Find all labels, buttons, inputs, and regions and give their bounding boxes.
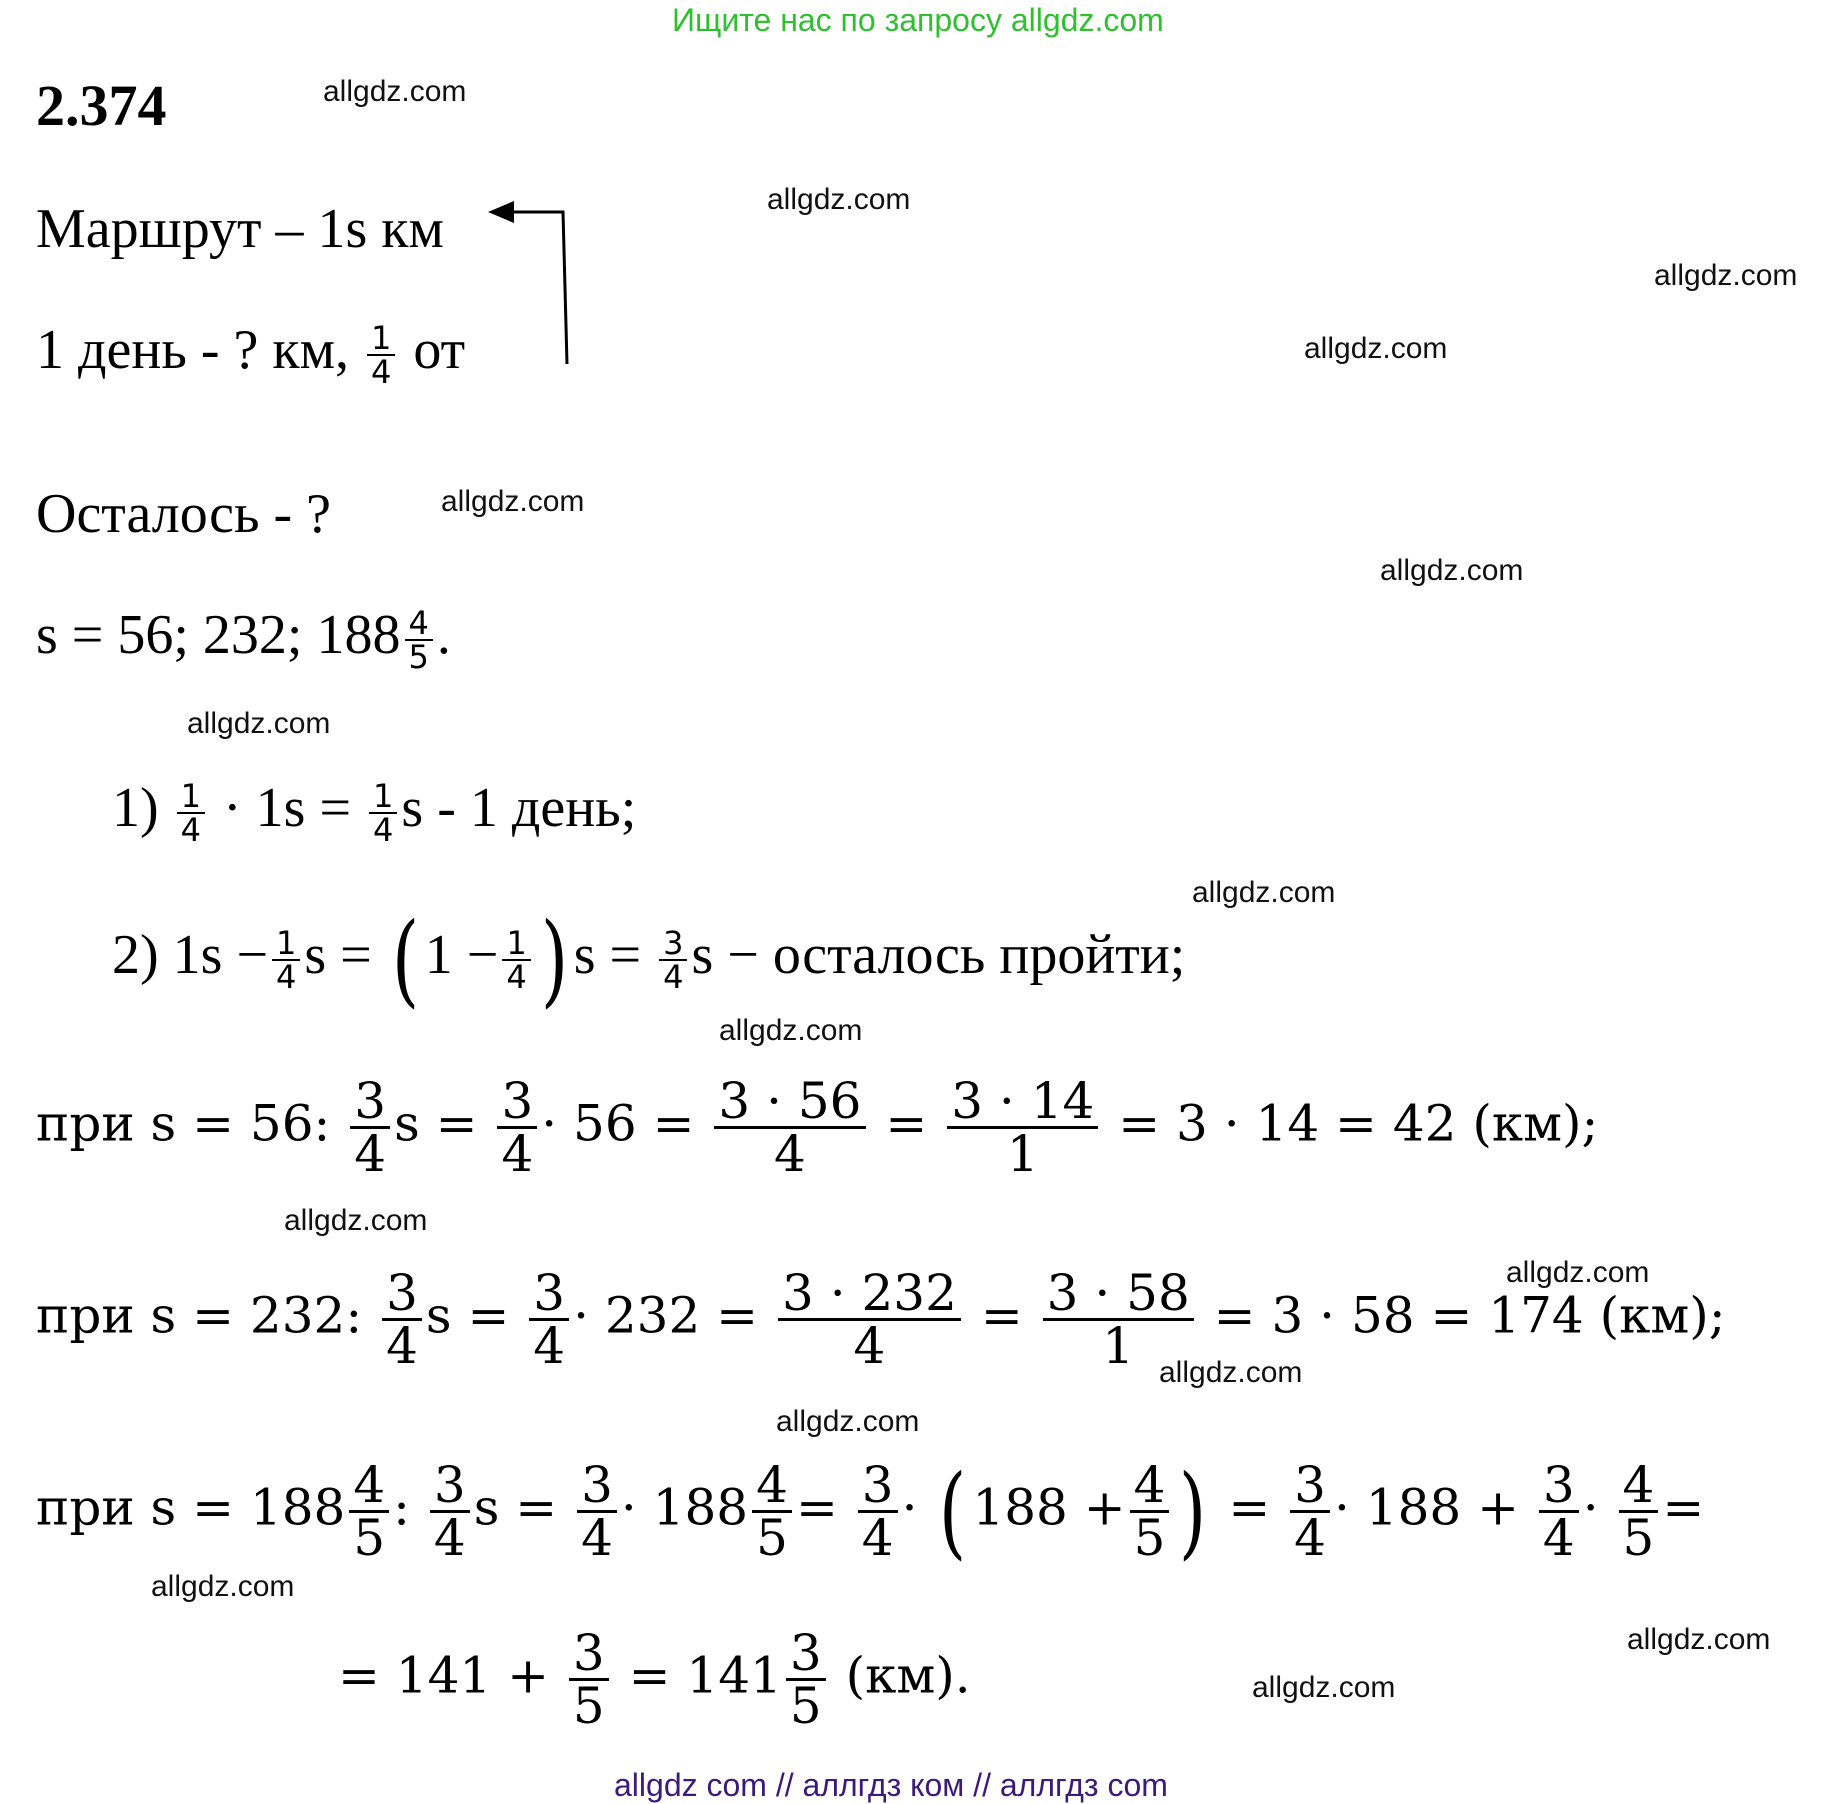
fraction-num: 1: [502, 927, 530, 961]
step1-end: s - 1 день;: [401, 777, 637, 839]
case3-dot: ·: [901, 1478, 918, 1537]
right-paren: ): [1179, 1452, 1207, 1570]
fraction-num: 3: [497, 1076, 537, 1129]
fraction-one-quarter: [177, 777, 205, 850]
fraction-den: 4: [386, 1317, 418, 1375]
fraction-three-quarters: [858, 1456, 898, 1567]
fraction-num: 3: [1539, 1460, 1579, 1513]
case-56: [36, 1072, 1599, 1183]
fraction-three-quarters: [497, 1072, 537, 1183]
case2-a: s =: [425, 1286, 510, 1345]
watermark: allgdz.com: [719, 1014, 863, 1047]
fraction-den: 4: [433, 1509, 466, 1567]
fraction-one-quarter: [502, 924, 530, 996]
fraction-num: 3 · 14: [947, 1076, 1098, 1129]
fraction-num: 3: [350, 1076, 390, 1129]
arrow-line: [506, 212, 567, 364]
fraction-3x232-over-4: [778, 1264, 961, 1375]
fraction-num: 3: [786, 1628, 826, 1681]
case2-end: = 3 · 58 = 174 (км);: [1213, 1286, 1726, 1345]
case3-line2-a: = 141 +: [338, 1646, 550, 1705]
case3-paren-in: 188 +: [972, 1478, 1126, 1537]
case3-colon: :: [393, 1478, 410, 1537]
fraction-one-quarter: [369, 777, 397, 850]
fraction-three-quarters: [350, 1072, 390, 1183]
right-paren: ): [540, 901, 568, 1018]
case1-a: s =: [394, 1094, 478, 1153]
case3-dot2: ·: [1582, 1478, 1599, 1537]
fraction-den: 5: [1133, 1509, 1166, 1567]
fraction-four-fifths: [1619, 1456, 1659, 1567]
fraction-one-quarter: [272, 924, 300, 996]
case3-a: s =: [473, 1478, 558, 1537]
step2-e: s − осталось пройти;: [691, 923, 1186, 986]
fraction-den: 5: [408, 638, 429, 677]
watermark: allgdz.com: [151, 1570, 295, 1603]
day1-suffix: от: [413, 319, 466, 381]
fraction-four-fifths: [349, 1456, 389, 1567]
fraction-three-fifths: [569, 1624, 609, 1735]
fraction-num: 1: [367, 322, 395, 356]
fraction-four-fifths: [1130, 1456, 1170, 1567]
fraction-den: 5: [1622, 1509, 1655, 1567]
fraction-num: 3: [659, 927, 687, 961]
footer-promo-link[interactable]: allgdz com // аллгдз ком // аллгдз com: [614, 1767, 1168, 1803]
fraction-den: 1: [1006, 1125, 1039, 1183]
reference-arrow: [480, 200, 580, 370]
fraction-den: 4: [276, 958, 297, 996]
watermark: allgdz.com: [767, 183, 911, 216]
fraction-num: 3: [529, 1268, 569, 1321]
fraction-den: 4: [354, 1125, 387, 1183]
step2-a: 1s −: [172, 923, 269, 986]
watermark: allgdz.com: [1304, 332, 1448, 365]
watermark: allgdz.com: [1380, 554, 1524, 587]
fraction-num: 3 · 56: [714, 1076, 865, 1129]
fraction-den: 4: [1542, 1509, 1575, 1567]
watermark: allgdz.com: [441, 485, 585, 518]
fraction-three-fifths: [786, 1624, 826, 1735]
case3-eq3: =: [1662, 1478, 1705, 1537]
fraction-3x56-over-4: [714, 1072, 865, 1183]
case-label: при s = 56:: [36, 1094, 331, 1153]
fraction-num: 3: [577, 1460, 617, 1513]
fraction-num: 1: [369, 780, 397, 814]
fraction-num: 4: [405, 607, 433, 641]
s-values-end: .: [436, 604, 451, 666]
left-paren: (: [391, 901, 419, 1018]
fraction-den: 4: [506, 958, 527, 996]
fraction-num: 3: [1290, 1460, 1330, 1513]
fraction-num: 4: [1130, 1460, 1170, 1513]
fraction-num: 3 · 232: [778, 1268, 961, 1321]
case-label: при s = 232:: [36, 1286, 363, 1345]
fraction-den: 4: [501, 1125, 534, 1183]
problem-number: 2.374: [36, 73, 167, 138]
fraction-den: 1: [1102, 1317, 1135, 1375]
step1-mid: · 1s =: [223, 777, 352, 839]
watermark: allgdz.com: [1654, 259, 1798, 292]
step-number: 2): [112, 923, 159, 986]
fraction-den: 4: [861, 1509, 894, 1567]
fraction-den: 4: [853, 1317, 886, 1375]
day1-line: [36, 319, 466, 392]
left-paren: (: [939, 1452, 967, 1570]
fraction-den: 4: [581, 1509, 613, 1567]
fraction-num: 3: [382, 1268, 422, 1321]
fraction-den: 4: [533, 1317, 566, 1375]
case-label: при s = 188: [36, 1478, 346, 1537]
header-promo-link[interactable]: Ищите нас по запросу allgdz.com: [672, 2, 1164, 38]
fraction-three-quarters: [1539, 1456, 1579, 1567]
route-text: Маршрут – 1s км: [36, 198, 444, 260]
fraction-num: 3: [858, 1460, 898, 1513]
day1-prefix: 1 день - ? км,: [36, 319, 350, 381]
fraction-den: 5: [756, 1509, 788, 1567]
case3-line2-b: = 141: [628, 1646, 782, 1705]
fraction-den: 4: [180, 811, 202, 850]
fraction-den: 4: [663, 958, 684, 996]
fraction-three-quarters: [1290, 1456, 1330, 1567]
watermark: allgdz.com: [1627, 1623, 1771, 1656]
watermark: allgdz.com: [1252, 1671, 1396, 1704]
fraction-three-quarters: [577, 1456, 617, 1567]
fraction-den: 4: [1294, 1509, 1326, 1567]
case-188: [36, 1452, 1705, 1570]
case2-eq: =: [980, 1286, 1023, 1345]
fraction-three-quarters: [430, 1456, 470, 1567]
case-188-line2: [338, 1624, 971, 1735]
step2-b: s =: [304, 923, 372, 986]
fraction-num: 3: [430, 1460, 470, 1513]
fraction-num: 3: [569, 1628, 609, 1681]
case3-c: · 188 +: [1333, 1478, 1519, 1537]
fraction-four-fifths: [405, 604, 433, 677]
fraction-num: 4: [752, 1460, 792, 1513]
fraction-den: 4: [373, 811, 394, 850]
s-values: s = 56; 232; 188: [36, 604, 401, 666]
watermark: allgdz.com: [776, 1405, 920, 1438]
fraction-three-quarters: [529, 1264, 569, 1375]
case3-eq1: =: [795, 1478, 838, 1537]
watermark: allgdz.com: [1192, 876, 1336, 909]
fraction-num: 4: [1619, 1460, 1659, 1513]
fraction-one-quarter: [367, 319, 395, 392]
fraction-num: 4: [349, 1460, 389, 1513]
fraction-den: 5: [572, 1677, 605, 1735]
case3-b: · 188: [620, 1478, 749, 1537]
step2-d: s =: [573, 923, 642, 986]
step-number: 1): [112, 777, 159, 839]
case1-eq: =: [885, 1094, 928, 1153]
case2-b: · 232 =: [573, 1286, 759, 1345]
fraction-num: 3 · 58: [1043, 1268, 1194, 1321]
fraction-den: 5: [353, 1509, 386, 1567]
case1-b: · 56 =: [541, 1094, 695, 1153]
fraction-three-quarters: [659, 924, 687, 996]
arrow-head: [488, 201, 514, 223]
fraction-den: 4: [774, 1125, 806, 1183]
s-values-line: [36, 604, 451, 677]
watermark: allgdz.com: [323, 75, 467, 108]
fraction-num: 1: [177, 780, 205, 814]
remaining-text: Осталось - ?: [36, 483, 332, 545]
watermark: allgdz.com: [1506, 1256, 1650, 1289]
step2-c: 1 −: [424, 923, 499, 986]
watermark: allgdz.com: [1159, 1356, 1303, 1389]
fraction-den: 5: [789, 1677, 822, 1735]
watermark: allgdz.com: [187, 707, 331, 740]
fraction-three-quarters: [382, 1264, 422, 1375]
case3-line2-c: (км).: [845, 1646, 971, 1705]
fraction-den: 4: [371, 353, 392, 392]
step-1: [112, 777, 637, 850]
fraction-3x14-over-1: [947, 1072, 1098, 1183]
fraction-num: 1: [272, 927, 300, 961]
case1-end: = 3 · 14 = 42 (км);: [1118, 1094, 1599, 1153]
step-2: [112, 901, 1186, 1018]
case3-eq2: =: [1228, 1478, 1271, 1537]
fraction-four-fifths: [752, 1456, 792, 1567]
watermark: allgdz.com: [284, 1204, 428, 1237]
